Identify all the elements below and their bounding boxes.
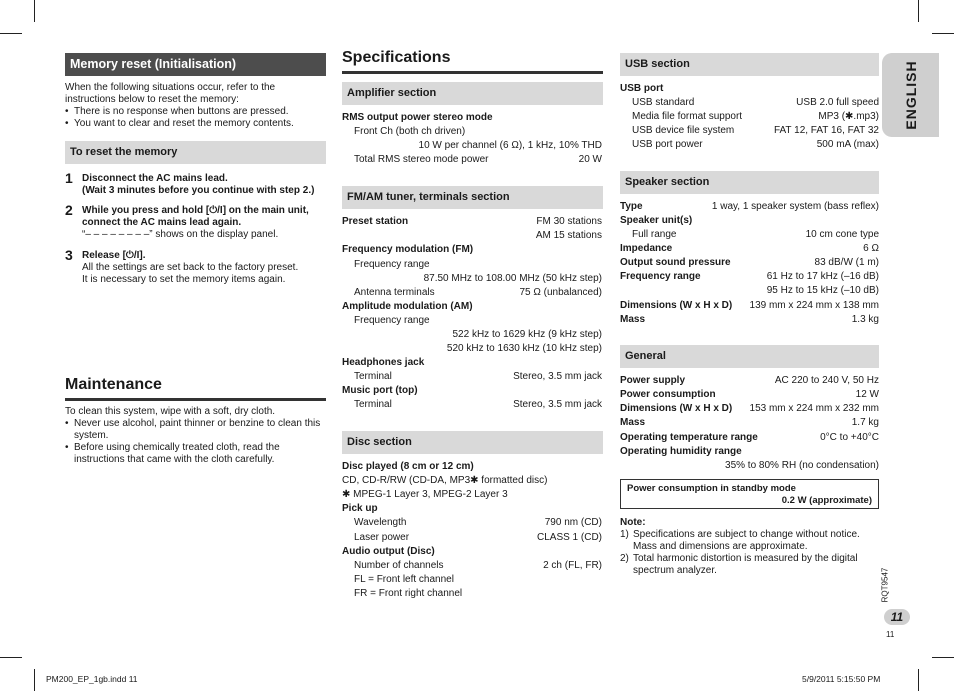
spec-value: 6 Ω: [863, 243, 879, 254]
note-num: 2): [620, 553, 629, 564]
spec-label: Front Ch (both ch driven): [354, 126, 466, 137]
spec-row: [620, 96, 879, 110]
spec-value: CD, CD-R/RW (CD-DA, MP3✱ formatted disc): [342, 475, 548, 486]
spec-value: 10 W per channel (6 Ω), 1 kHz, 10% THD: [418, 140, 602, 151]
spec-label: Antenna terminals: [354, 287, 435, 298]
spec-row: [342, 328, 602, 342]
standby-box: [620, 479, 879, 509]
spec-row: [342, 111, 602, 125]
spec-label: USB standard: [632, 97, 695, 108]
disc-heading: Disc section: [342, 431, 603, 454]
bullet-marker: •: [65, 442, 69, 453]
spec-label: USB device file system: [632, 125, 735, 136]
spec-row: [342, 153, 602, 167]
spec-row: [620, 313, 879, 327]
spec-row: [342, 356, 602, 370]
step-number: 1: [65, 170, 73, 186]
spec-row: [620, 228, 879, 242]
specifications-rule: [342, 71, 603, 74]
spec-row: [342, 488, 602, 502]
doc-code: RQT9547: [880, 567, 890, 603]
speaker-heading: Speaker section: [620, 171, 879, 194]
language-tab: [882, 53, 939, 137]
memory-reset-heading: Memory reset (Initialisation): [65, 53, 326, 76]
maintenance-title: Maintenance: [65, 376, 162, 393]
spec-row: [342, 243, 602, 257]
spec-label: Frequency range: [354, 315, 430, 326]
crop-mark: [932, 657, 954, 658]
spec-value: 1.7 kg: [851, 417, 879, 428]
spec-value: 139 mm x 224 mm x 138 mm: [749, 300, 879, 311]
spec-value: 0°C to +40°C: [820, 432, 879, 443]
spec-value: 2 ch (FL, FR): [543, 560, 602, 571]
spec-label: USB port: [620, 83, 664, 94]
spec-row: [342, 516, 602, 530]
spec-label: Amplitude modulation (AM): [342, 301, 473, 312]
spec-label: Output sound pressure: [620, 257, 731, 268]
spec-label: Total RMS stereo mode power: [354, 154, 489, 165]
note-line: spectrum analyzer.: [633, 565, 717, 576]
spec-label: Frequency range: [620, 271, 701, 282]
spec-value: 153 mm x 224 mm x 232 mm: [749, 403, 879, 414]
spec-label: FL = Front left channel: [354, 574, 454, 585]
spec-value: 12 W: [855, 389, 879, 400]
step-3-line-1: Release [⏻/I].: [82, 250, 146, 261]
spec-label: Number of channels: [354, 560, 444, 571]
spec-row: [342, 573, 602, 587]
spec-row: [620, 374, 879, 388]
spec-value: AC 220 to 240 V, 50 Hz: [774, 375, 879, 386]
footer-filename: PM200_EP_1gb.indd 11: [46, 674, 138, 684]
spec-row: [620, 416, 879, 430]
bullet-marker: •: [65, 418, 69, 429]
memory-reset-bullet: You want to clear and reset the memory contents.: [74, 118, 294, 129]
page-number-small: 11: [886, 630, 895, 639]
step-1-line-1: Disconnect the AC mains lead.: [82, 173, 228, 184]
standby-label: Power consumption in standby mode: [627, 483, 796, 494]
spec-value: 35% to 80% RH (no condensation): [725, 460, 879, 471]
spec-value: Stereo, 3.5 mm jack: [513, 399, 602, 410]
spec-label: RMS output power stereo mode: [342, 112, 493, 123]
spec-value: FM 30 stations: [536, 216, 602, 227]
amplifier-heading: Amplifier section: [342, 82, 603, 105]
spec-row: [342, 258, 602, 272]
spec-value: Stereo, 3.5 mm jack: [513, 371, 602, 382]
spec-row: [342, 215, 602, 229]
spec-label: Pick up: [342, 503, 378, 514]
spec-label: USB port power: [632, 139, 703, 150]
spec-value: 500 mA (max): [816, 139, 879, 150]
spec-label: Power supply: [620, 375, 686, 386]
spec-label: Impedance: [620, 243, 673, 254]
footnote: ✱ MPEG-1 Layer 3, MPEG-2 Layer 3: [342, 489, 508, 500]
step-2-line-2: connect the AC mains lead again.: [82, 217, 242, 228]
memory-reset-intro-2: instructions below to reset the memory:: [65, 94, 239, 105]
spec-value: 1 way, 1 speaker system (bass reflex): [711, 201, 879, 212]
spec-value: 10 cm cone type: [805, 229, 879, 240]
spec-label: Power consumption: [620, 389, 716, 400]
spec-row: [620, 388, 879, 402]
spec-row: [620, 402, 879, 416]
memory-reset-intro-1: When the following situations occur, refer to the: [65, 82, 276, 93]
spec-label: Speaker unit(s): [620, 215, 693, 226]
usb-heading: USB section: [620, 53, 879, 76]
spec-value: USB 2.0 full speed: [796, 97, 879, 108]
spec-row: [342, 125, 602, 139]
spec-row: [342, 300, 602, 314]
spec-row: [342, 139, 602, 153]
crop-mark: [34, 669, 35, 691]
spec-row: [620, 214, 879, 228]
step-number: 3: [65, 247, 73, 263]
spec-value: 75 Ω (unbalanced): [519, 287, 602, 298]
spec-value: 522 kHz to 1629 kHz (9 kHz step): [452, 329, 602, 340]
spec-row: [342, 342, 602, 356]
note-num: 1): [620, 529, 629, 540]
standby-value: 0.2 W (approximate): [781, 495, 872, 506]
spec-row: [620, 256, 879, 270]
step-3-note: It is necessary to set the memory items again.: [82, 274, 286, 285]
spec-row: [342, 559, 602, 573]
spec-row: [342, 531, 602, 545]
spec-row: [342, 474, 602, 488]
step-3-note: All the settings are set back to the factory preset.: [82, 262, 299, 273]
spec-label: Type: [620, 201, 643, 212]
note-line: Specifications are subject to change without notice.: [633, 529, 860, 540]
spec-value: 83 dB/W (1 m): [814, 257, 879, 268]
spec-label: Dimensions (W x H x D): [620, 403, 733, 414]
page-number-badge: 11: [884, 609, 910, 625]
spec-row: [620, 431, 879, 445]
maintenance-bullet-2: Before using chemically treated cloth, read the: [74, 442, 280, 453]
spec-value: 61 Hz to 17 kHz (–16 dB): [766, 271, 879, 282]
spec-row: [620, 270, 879, 284]
spec-row: [342, 545, 602, 559]
spec-value: CLASS 1 (CD): [536, 532, 602, 543]
spec-row: [620, 138, 879, 152]
footer-timestamp: 5/9/2011 5:15:50 PM: [802, 674, 881, 684]
spec-value: 790 nm (CD): [544, 517, 602, 528]
step-2-line-1: While you press and hold [⏻/I] on the main unit,: [82, 205, 309, 216]
maintenance-bullet-2-cont: instructions that came with the cloth carefully.: [74, 454, 275, 465]
language-tab-label: ENGLISH: [902, 60, 919, 130]
spec-label: Music port (top): [342, 385, 418, 396]
spec-label: Mass: [620, 314, 646, 325]
maintenance-intro: To clean this system, wipe with a soft, dry cloth.: [65, 406, 276, 417]
spec-label: Laser power: [354, 532, 410, 543]
crop-mark: [0, 33, 22, 34]
spec-value: 1.3 kg: [851, 314, 879, 325]
general-heading: General: [620, 345, 879, 368]
maintenance-bullet-1-cont: system.: [74, 430, 109, 441]
spec-label: Frequency modulation (FM): [342, 244, 474, 255]
spec-label: Dimensions (W x H x D): [620, 300, 733, 311]
step-1-line-2: (Wait 3 minutes before you continue with step 2.): [82, 185, 315, 196]
spec-row: [620, 242, 879, 256]
spec-row: [342, 272, 602, 286]
specifications-title: Specifications: [342, 49, 451, 66]
bullet-marker: •: [65, 118, 69, 129]
memory-reset-bullet: There is no response when buttons are pressed.: [74, 106, 289, 117]
note-line: Mass and dimensions are approximate.: [633, 541, 808, 552]
spec-row: [620, 82, 879, 96]
crop-mark: [34, 0, 35, 22]
crop-mark: [0, 657, 22, 658]
spec-value: AM 15 stations: [535, 230, 602, 241]
spec-row: [620, 459, 879, 473]
spec-label: FR = Front right channel: [354, 588, 463, 599]
spec-label: Frequency range: [354, 259, 430, 270]
spec-label: Operating humidity range: [620, 446, 742, 457]
spec-row: [620, 110, 879, 124]
crop-mark: [918, 0, 919, 22]
spec-value: FAT 12, FAT 16, FAT 32: [773, 125, 879, 136]
spec-row: [620, 124, 879, 138]
maintenance-bullet-1: Never use alcohol, paint thinner or benzine to clean this: [74, 418, 321, 429]
tuner-heading: FM/AM tuner, terminals section: [342, 186, 603, 209]
spec-value: 20 W: [578, 154, 602, 165]
crop-mark: [932, 33, 954, 34]
spec-row: [620, 445, 879, 459]
spec-label: Audio output (Disc): [342, 546, 435, 557]
crop-mark: [918, 669, 919, 691]
spec-row: [342, 587, 602, 601]
spec-row: [342, 314, 602, 328]
spec-row: [342, 398, 602, 412]
spec-label: Headphones jack: [342, 357, 425, 368]
spec-row: [620, 299, 879, 313]
spec-row: [342, 384, 602, 398]
spec-label: Preset station: [342, 216, 409, 227]
bullet-marker: •: [65, 106, 69, 117]
spec-label: Wavelength: [354, 517, 407, 528]
spec-label: Operating temperature range: [620, 432, 758, 443]
spec-row: [620, 284, 879, 298]
spec-value: MP3 (✱.mp3): [818, 111, 879, 122]
note-title: Note:: [620, 517, 646, 528]
spec-row: [342, 286, 602, 300]
spec-row: [342, 460, 602, 474]
maintenance-rule: [65, 398, 326, 401]
spec-label: Media file format support: [632, 111, 743, 122]
spec-label: Mass: [620, 417, 646, 428]
step-number: 2: [65, 202, 73, 218]
reset-memory-subheading: To reset the memory: [65, 141, 326, 164]
spec-label: Full range: [632, 229, 677, 240]
spec-value: 95 Hz to 15 kHz (–10 dB): [766, 285, 879, 296]
spec-label: Terminal: [354, 399, 392, 410]
spec-value: 87.50 MHz to 108.00 MHz (50 kHz step): [423, 273, 602, 284]
spec-row: [342, 229, 602, 243]
spec-row: [620, 200, 879, 214]
spec-row: [342, 370, 602, 384]
spec-value: 520 kHz to 1630 kHz (10 kHz step): [446, 343, 602, 354]
note-line: Total harmonic distortion is measured by the digital: [633, 553, 858, 564]
step-2-note: “– – – – – – – –” shows on the display panel.: [82, 229, 279, 240]
spec-label: Disc played (8 cm or 12 cm): [342, 461, 474, 472]
spec-label: Terminal: [354, 371, 392, 382]
spec-row: [342, 502, 602, 516]
